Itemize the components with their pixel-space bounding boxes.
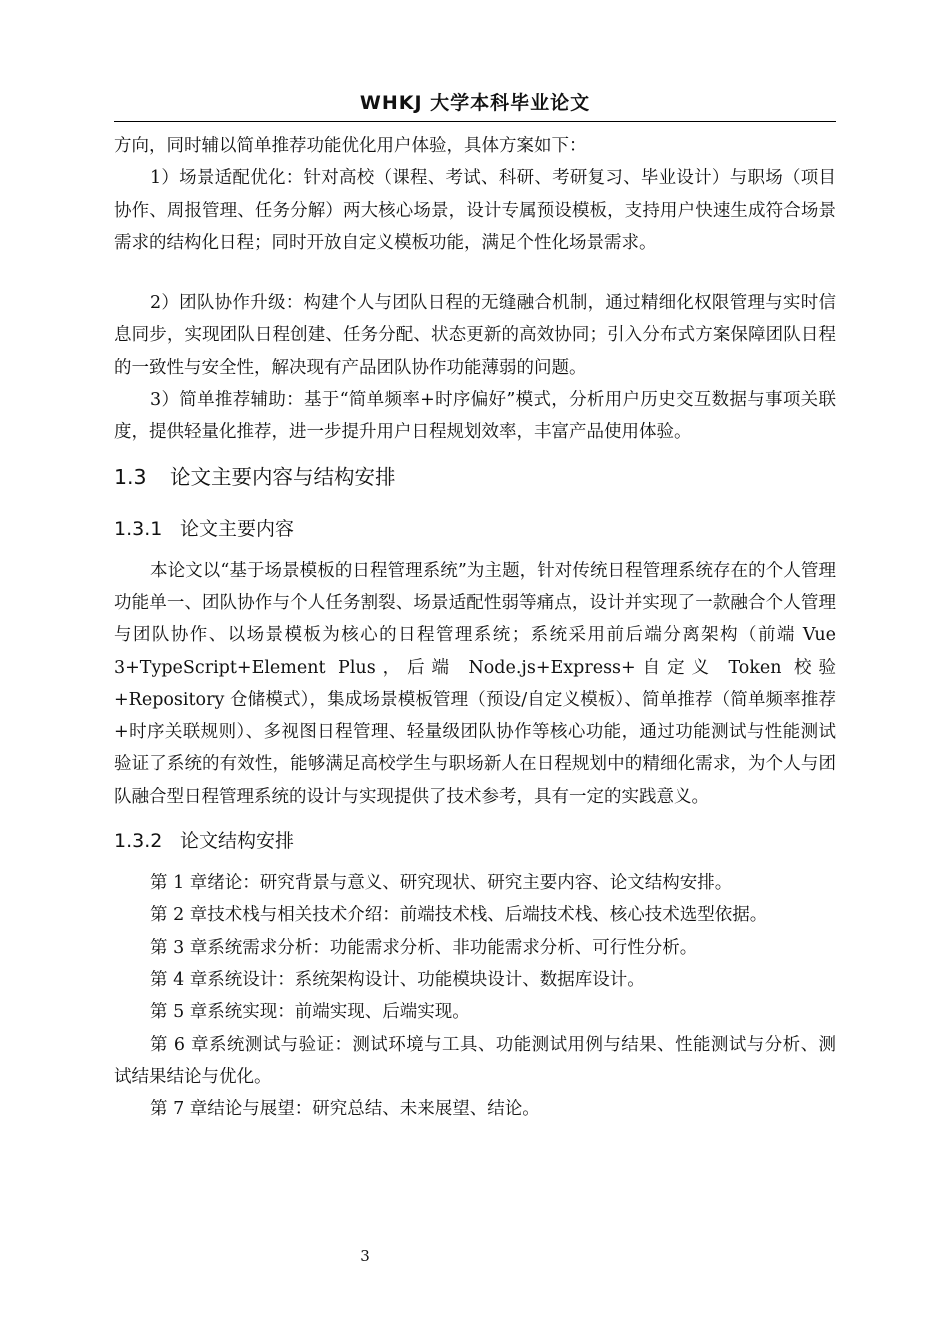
paragraph-team-collaboration: 2）团队协作升级：构建个人与团队日程的无缝融合机制，通过精细化权限管理与实时信息同步，实现团队日程创建、任务分配、状态更新的高效协同；引入分布式方案保障团队日程的一致性与安全性，解决现有产品团队协作功能薄弱的问题。 xyxy=(114,293,836,378)
chapter-item: 第 5 章系统实现：前端实现、后端实现。 xyxy=(150,1002,470,1023)
subsection-heading-1-3-1 xyxy=(114,505,836,553)
page-body xyxy=(114,130,836,1125)
paragraph-scene-adaptation: 1）场景适配优化：针对高校（课程、考试、科研、考研复习、毕业设计）与职场（项目协作、周报管理、任务分解）两大核心场景，设计专属预设模板，支持用户快速生成符合场景需求的结构化日程；同时开放自定义模板功能，满足个性化场景需求。 xyxy=(114,168,836,253)
subsection-number: 1.3.1 xyxy=(114,517,163,540)
section-number: 1.3 xyxy=(114,464,147,489)
subsection-number: 1.3.2 xyxy=(114,830,163,853)
chapter-item: 第 3 章系统需求分析：功能需求分析、非功能需求分析、可行性分析。 xyxy=(150,937,698,958)
chapter-item: 第 4 章系统设计：系统架构设计、功能模块设计、数据库设计。 xyxy=(150,969,645,990)
section-heading-1-3 xyxy=(114,453,836,501)
paragraph-intro: 方向，同时辅以简单推荐功能优化用户体验，具体方案如下： xyxy=(114,136,587,156)
subsection-title: 论文结构安排 xyxy=(180,830,295,853)
chapter-item: 第 2 章技术栈与相关技术介绍：前端技术栈、后端技术栈、核心技术选型依据。 xyxy=(150,905,768,926)
paragraph-recommendation: 3）简单推荐辅助：基于“简单频率+时序偏好”模式，分析用户历史交互数据与事项关联度，提供轻量化推荐，进一步提升用户日程规划效率，丰富产品使用体验。 xyxy=(114,390,836,443)
chapter-item: 第 1 章绪论：研究背景与意义、研究现状、研究主要内容、论文结构安排。 xyxy=(150,873,733,894)
chapter-item: 第 7 章结论与展望：研究总结、未来展望、结论。 xyxy=(150,1099,540,1120)
page-header: WHKJ 大学本科毕业论文 xyxy=(359,92,591,114)
subsection-title: 论文主要内容 xyxy=(180,517,295,540)
paragraph-main-content: 本论文以“基于场景模板的日程管理系统”为主题，针对传统日程管理系统存在的个人管理功能单一、团队协作与个人任务割裂、场景适配性弱等痛点，设计并实现了一款融合个人管理与团队协作、以场景模板为核心的日程管理系统；系统采用前后端分离架构（前端 Vue 3+TypeScript+Element Plus，后端 Node.js+Express+自定义 Token 校验+Repository 仓储模式），集成场景模板管理（预设/自定义模板）、简单推荐（简单频率推荐+时序关联规则）、多视图日程管理、轻量级团队协作等核心功能，通过功能测试与性能测试验证了系统的有效性，能够满足高校学生与职场新人在日程规划中的精细化需求，为个人与团队融合型日程管理系统的设计与实现提供了技术参考，具有一定的实践意义。 xyxy=(114,560,836,807)
chapter-item: 第 6 章系统测试与验证：测试环境与工具、功能测试用例与结果、性能测试与分析、测试结果结论与优化。 xyxy=(114,1034,836,1087)
subsection-heading-1-3-2 xyxy=(114,817,836,865)
header-divider xyxy=(114,121,836,122)
page-number: 3 xyxy=(360,1247,370,1265)
chapter-list xyxy=(114,867,836,1125)
section-title: 论文主要内容与结构安排 xyxy=(170,464,396,489)
